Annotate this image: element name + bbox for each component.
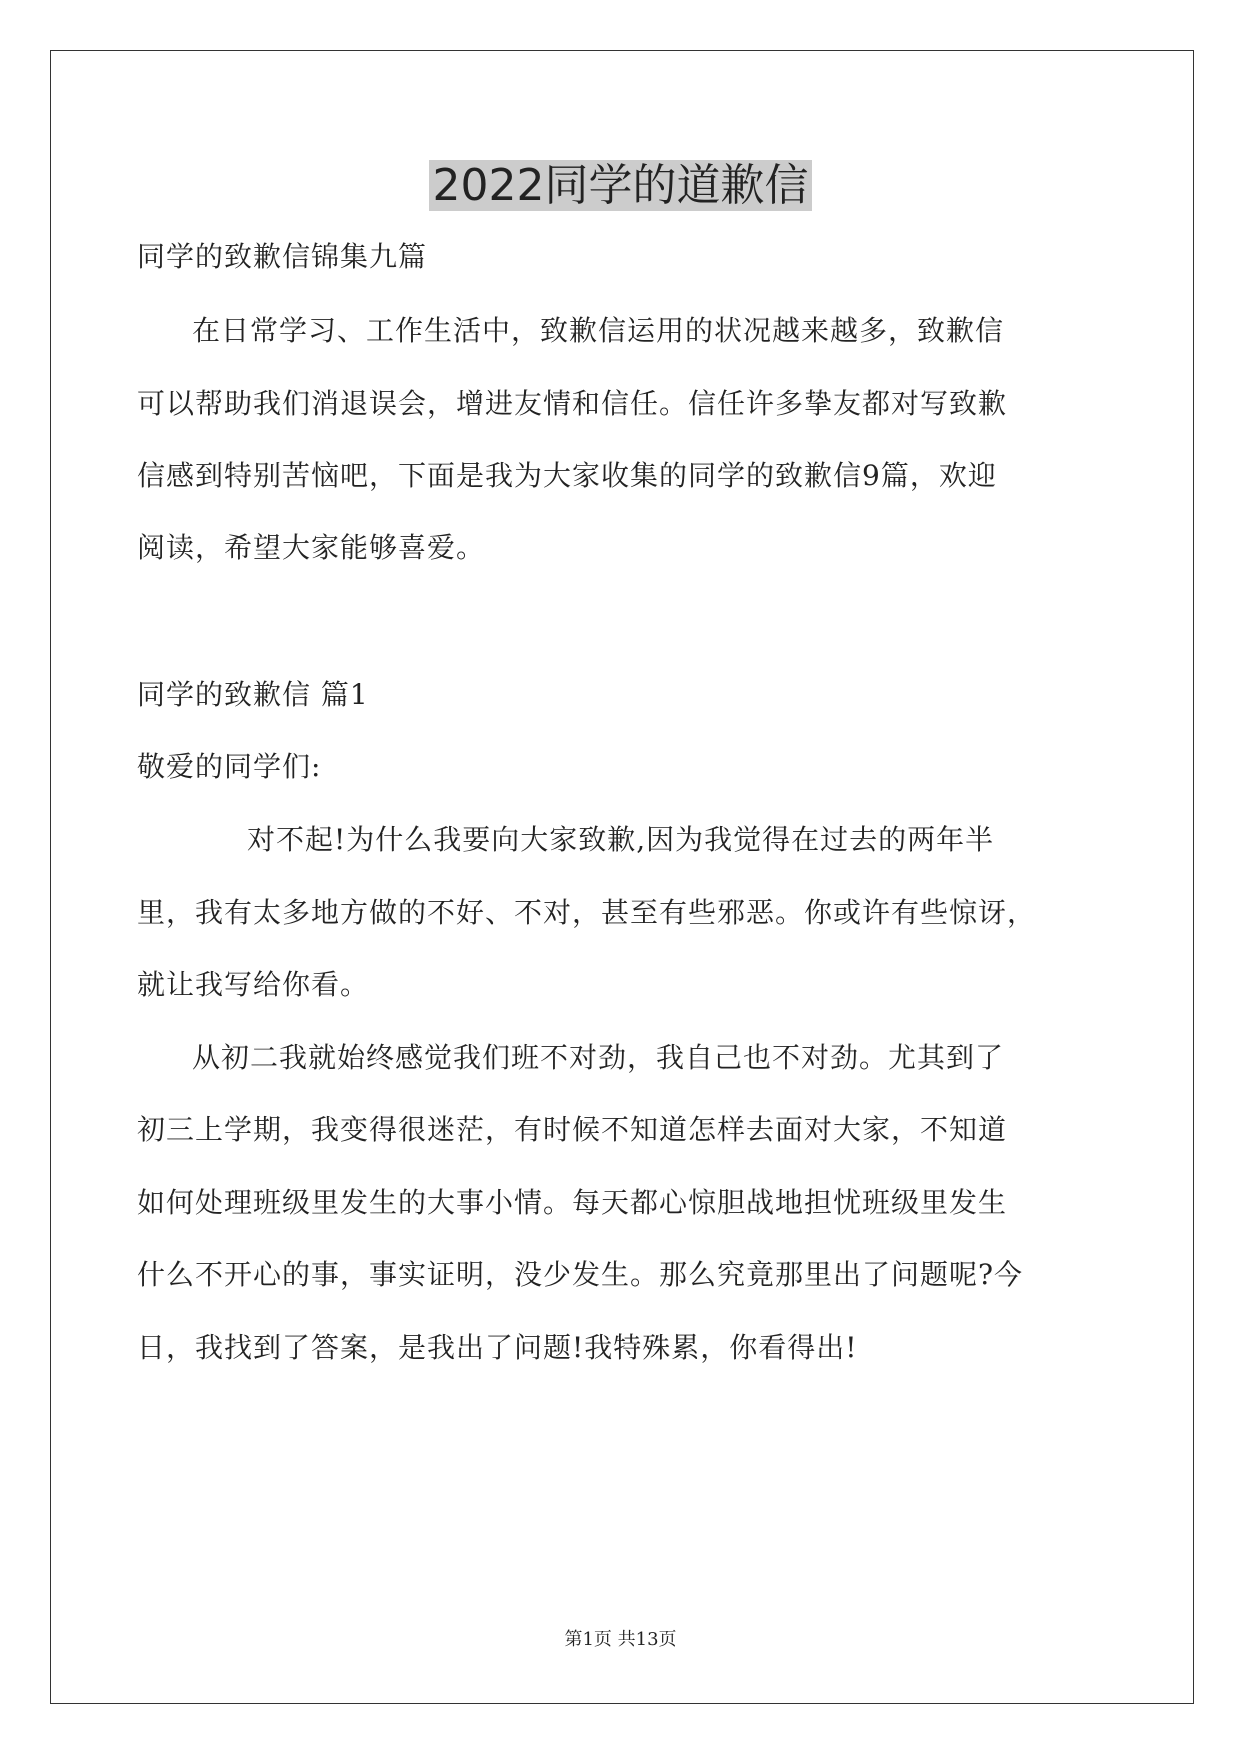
para2-line-5: 日，我找到了答案，是我出了问题!我特殊累，你看得出! [137, 1331, 858, 1364]
greeting: 敬爱的同学们: [137, 750, 322, 783]
para2-line-2: 初三上学期，我变得很迷茫，有时候不知道怎样去面对大家，不知道 [137, 1113, 1008, 1146]
para2-line-3: 如何处理班级里发生的大事小情。每天都心惊胆战地担忧班级里发生 [137, 1186, 1008, 1219]
intro-line-2: 可以帮助我们消退误会，增进友情和信任。信任许多挚友都对写致歉 [137, 387, 1008, 420]
section-heading: 同学的致歉信 篇1 [137, 678, 369, 711]
para2-line-4: 什么不开心的事，事实证明，没少发生。那么究竟那里出了问题呢?今 [137, 1258, 1024, 1291]
document-subtitle: 同学的致歉信锦集九篇 [137, 240, 428, 273]
intro-line-4: 阅读，希望大家能够喜爱。 [137, 531, 486, 564]
page-number-footer: 第1页 共13页 [564, 1629, 677, 1650]
para1-line-2: 里，我有太多地方做的不好、不对，甚至有些邪恶。你或许有些惊讶， [137, 896, 1037, 929]
para1-line-3: 就让我写给你看。 [137, 968, 370, 1001]
intro-line-1: 在日常学习、工作生活中，致歉信运用的状况越来越多，致歉信 [192, 314, 1005, 347]
intro-line-3: 信感到特别苦恼吧，下面是我为大家收集的同学的致歉信9篇，欢迎 [137, 459, 997, 492]
document-title: 2022同学的道歉信 [0, 157, 1241, 215]
page-border [50, 50, 1194, 1704]
para2-line-1: 从初二我就始终感觉我们班不对劲，我自己也不对劲。尤其到了 [192, 1041, 1005, 1074]
para1-line-1: 对不起!为什么我要向大家致歉,因为我觉得在过去的两年半 [247, 823, 995, 856]
